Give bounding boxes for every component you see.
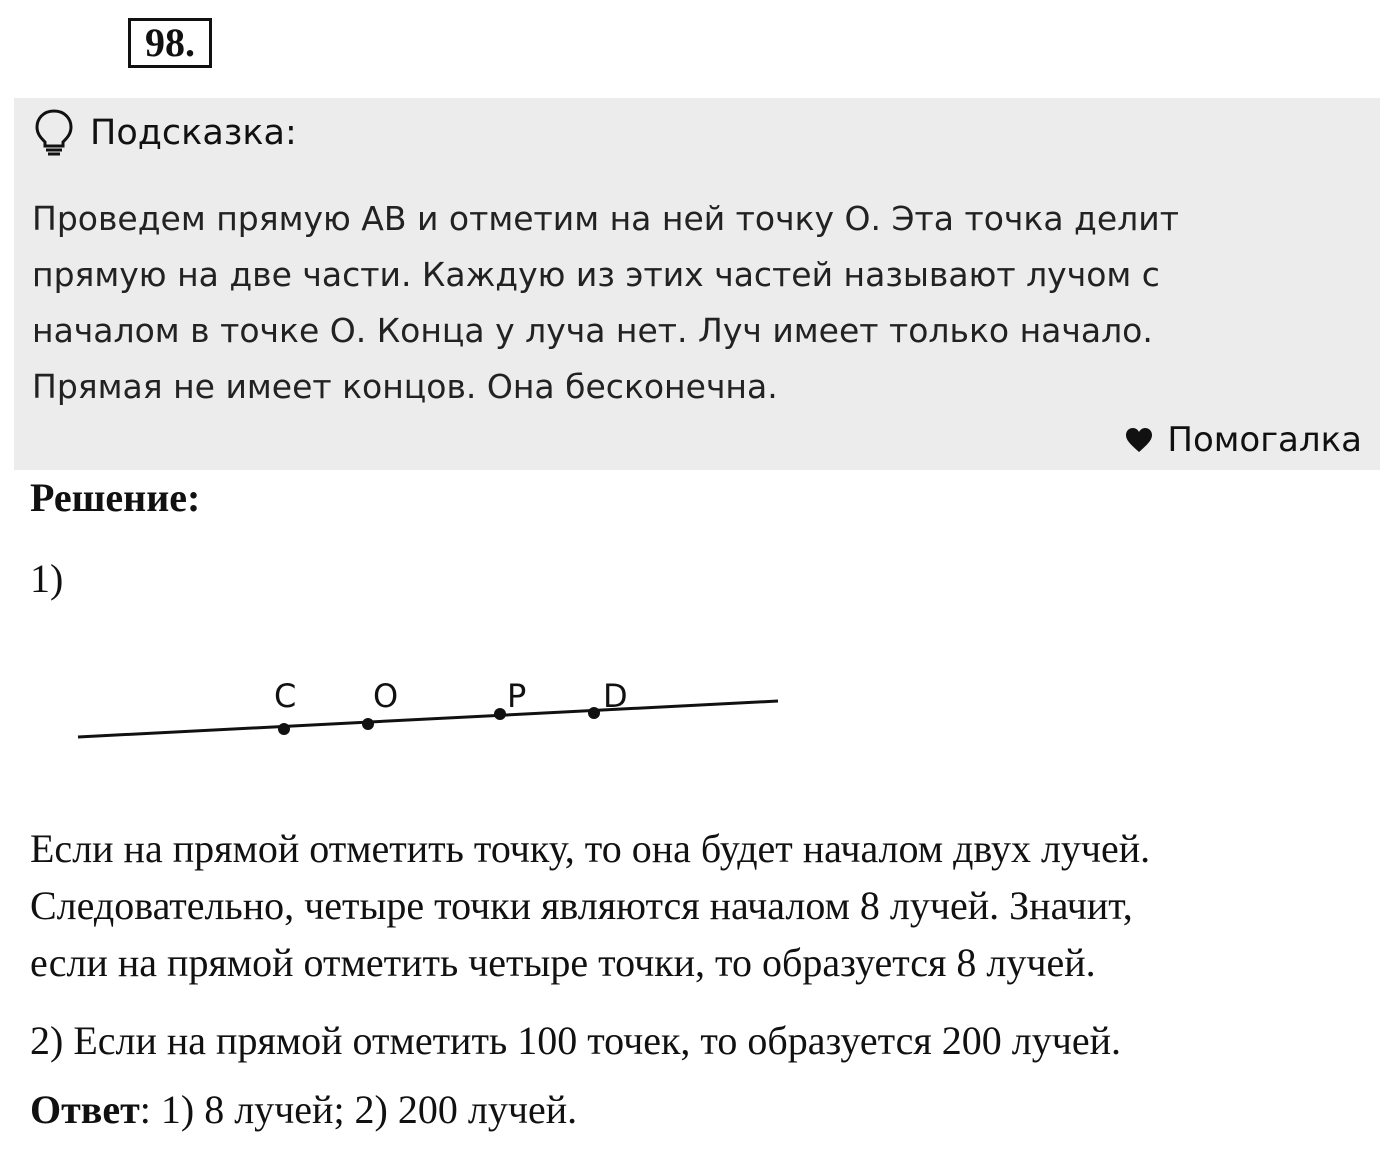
point-p [494,708,506,720]
hint-text [32,191,1352,415]
point-label-c: C [274,677,297,715]
hint-box [14,98,1380,470]
part1-label: 1) [30,556,64,601]
explanation-text [30,820,1370,991]
hint-line: прямую на две части. Каждую из этих частей называют лучом с [32,255,1160,294]
point-label-o: O [373,677,399,715]
explanation-line: Если на прямой отметить точку, то она будет началом двух лучей. [30,826,1151,871]
point-o [362,718,374,730]
brand-link[interactable] [1125,420,1362,460]
point-d [588,707,600,719]
solution-title: Решение: [30,475,201,520]
point-c [278,723,290,735]
explanation-line: Следовательно, четыре точки являются началом 8 лучей. Значит, [30,883,1133,928]
hint-line: Проведем прямую АВ и отметим на ней точку О. Эта точка делит [32,199,1179,238]
straight-line [78,701,778,737]
lightbulb-icon [32,108,76,158]
hint-line: Прямая не имеет концов. Она бесконечна. [32,367,778,406]
answer-text: : 1) 8 лучей; 2) 200 лучей. [139,1087,578,1132]
brand-label: Помогалка [1167,420,1362,460]
answer-label: Ответ [30,1087,140,1132]
hint-line: началом в точке О. Конца у луча нет. Луч имеет только начало. [32,311,1153,350]
point-label-p: P [507,677,527,715]
explanation-line: если на прямой отметить четыре точки, то образуется 8 лучей. [30,940,1096,985]
part2-text: 2) Если на прямой отметить 100 точек, то образуется 200 лучей. [30,1018,1122,1063]
hint-title: Подсказка: [90,113,297,153]
heart-icon [1125,427,1153,453]
answer [30,1081,577,1138]
point-label-d: D [603,677,628,715]
hint-header [32,108,297,158]
line-figure [0,660,800,760]
task-number: 98. [128,18,212,68]
